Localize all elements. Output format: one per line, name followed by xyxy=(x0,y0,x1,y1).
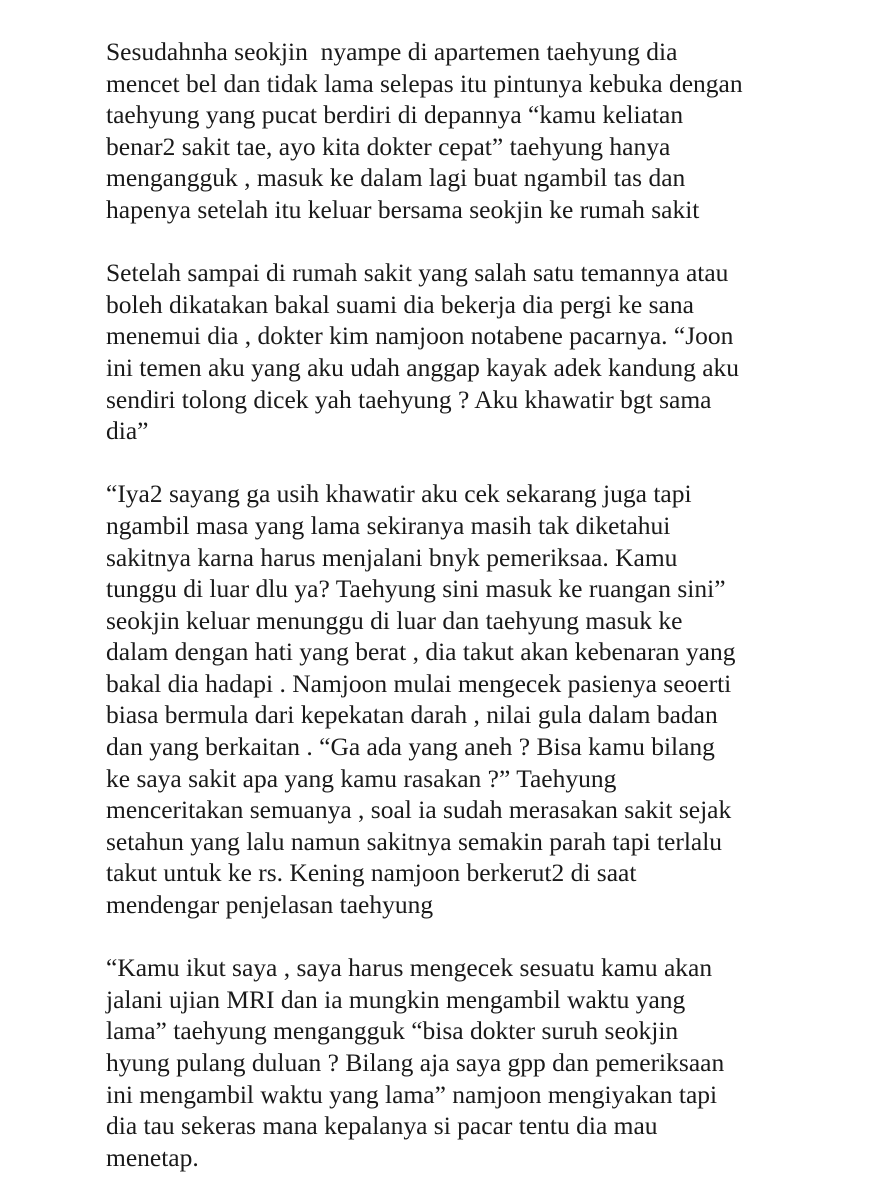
text-line: dalam dengan hati yang berat , dia takut akan kebenaran yang xyxy=(106,637,736,667)
text-line: boleh dikatakan bakal suami dia bekerja dia pergi ke sana xyxy=(106,289,694,319)
text-line: “Iya2 sayang ga usih khawatir aku cek sekarang juga tapi xyxy=(106,479,692,509)
text-line: dan yang berkaitan . “Ga ada yang aneh ? Bisa kamu bilang xyxy=(106,732,715,762)
paragraph xyxy=(106,952,806,1173)
text-line: mengangguk , masuk ke dalam lagi buat ngambil tas dan xyxy=(106,163,686,193)
paragraph xyxy=(106,257,806,447)
text-line: “Kamu ikut saya , saya harus mengecek sesuatu kamu akan xyxy=(106,953,713,983)
text-line: menemui dia , dokter kim namjoon notabene pacarnya. “Joon xyxy=(106,321,734,351)
text-line: benar2 sakit tae, ayo kita dokter cepat” taehyung hanya xyxy=(106,131,671,161)
text-line: takut untuk ke rs. Kening namjoon berkerut2 di saat xyxy=(106,858,637,888)
text-line: setahun yang lalu namun sakitnya semakin parah tapi terlalu xyxy=(106,826,723,856)
text-line: tunggu di luar dlu ya? Taehyung sini masuk ke ruangan sini” xyxy=(106,574,726,604)
text-line: dia” xyxy=(106,416,149,446)
text-line: menceritakan semuanya , soal ia sudah merasakan sakit sejak xyxy=(106,795,732,825)
text-line: jalani ujian MRI dan ia mungkin mengambil waktu yang xyxy=(106,984,686,1014)
document-page xyxy=(106,36,806,1173)
paragraph xyxy=(106,36,806,226)
text-line: ngambil masa yang lama sekiranya masih tak diketahui xyxy=(106,510,671,540)
text-line: sakitnya karna harus menjalani bnyk pemeriksaa. Kamu xyxy=(106,542,678,572)
text-line: biasa bermula dari kepekatan darah , nilai gula dalam badan xyxy=(106,700,718,730)
text-line: dia tau sekeras mana kepalanya si pacar tentu dia mau xyxy=(106,1111,658,1141)
text-line: ini temen aku yang aku udah anggap kayak adek kandung aku xyxy=(106,352,740,382)
text-line: Setelah sampai di rumah sakit yang salah satu temannya atau xyxy=(106,258,729,288)
text-line: seokjin keluar menunggu di luar dan taehyung masuk ke xyxy=(106,605,683,635)
text-line: sendiri tolong dicek yah taehyung ? Aku khawatir bgt sama xyxy=(106,384,712,414)
text-line: Sesudahnha seokjin nyampe di apartemen taehyung dia xyxy=(106,37,678,66)
text-line: lama” taehyung mengangguk “bisa dokter suruh seokjin xyxy=(106,1016,679,1046)
text-line: hapenya setelah itu keluar bersama seokjin ke rumah sakit xyxy=(106,194,700,224)
text-line: bakal dia hadapi . Namjoon mulai mengecek pasienya seoerti xyxy=(106,668,732,698)
text-line: mendengar penjelasan taehyung xyxy=(106,890,434,920)
text-line: ini mengambil waktu yang lama” namjoon mengiyakan tapi xyxy=(106,1079,718,1109)
text-line: hyung pulang duluan ? Bilang aja saya gpp dan pemeriksaan xyxy=(106,1048,725,1077)
text-line: mencet bel dan tidak lama selepas itu pintunya kebuka dengan xyxy=(106,68,743,98)
text-line: taehyung yang pucat berdiri di depannya “kamu keliatan xyxy=(106,100,684,130)
text-line: menetap. xyxy=(106,1142,199,1172)
text-line: ke saya sakit apa yang kamu rasakan ?” Taehyung xyxy=(106,763,617,793)
paragraph xyxy=(106,478,806,920)
